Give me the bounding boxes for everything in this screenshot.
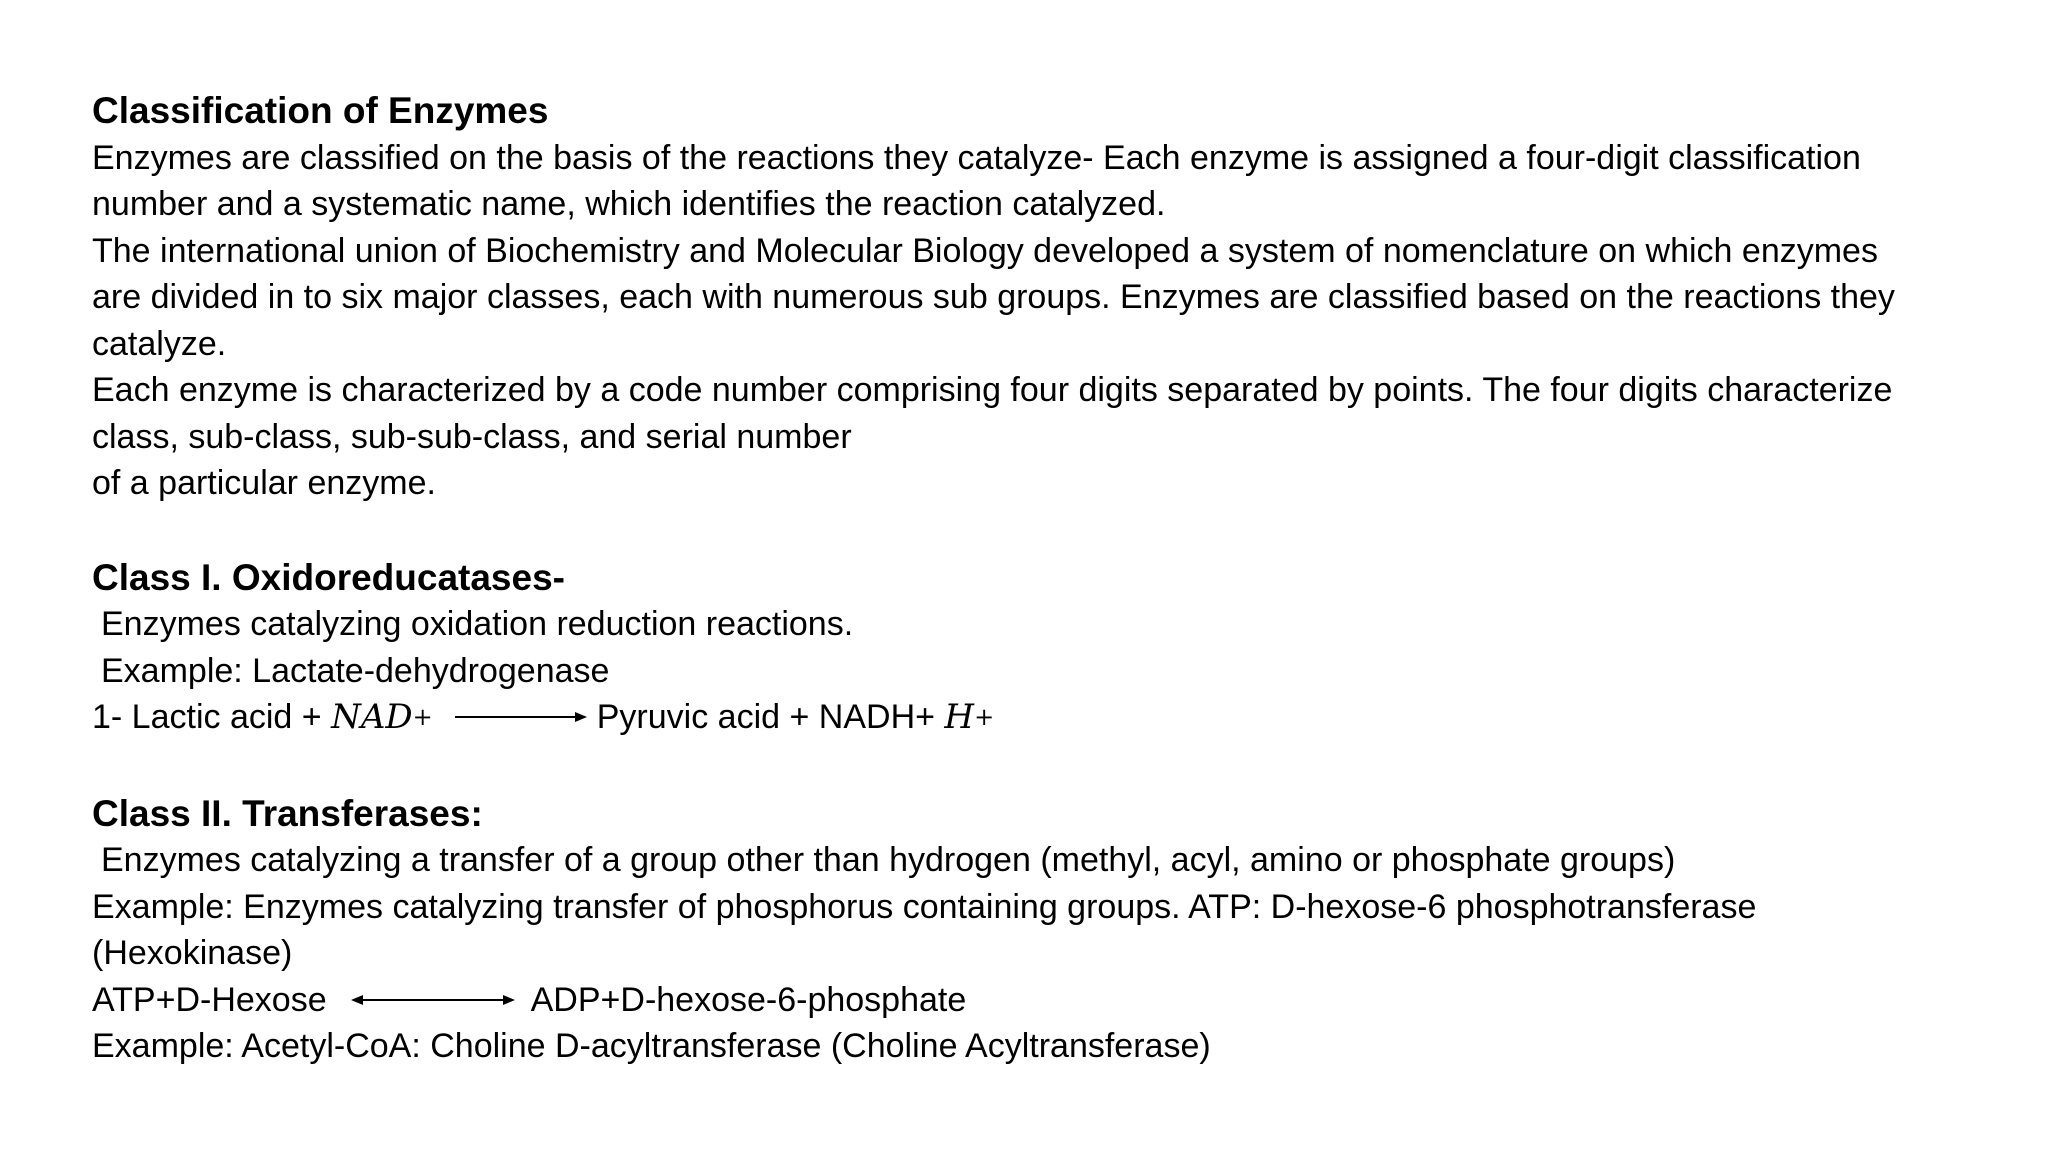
reaction-right-text: Pyruvic acid + NADH+ <box>596 698 945 736</box>
reaction-left: ATP+D-Hexose <box>92 980 327 1019</box>
slide <box>92 88 1992 1070</box>
intro-text: number and a systematic name, which identifies the reaction catalyzed. <box>92 185 1166 223</box>
class2-example-2: Example: Acetyl-CoA: Choline D-acyltransferase (Choline Acyltransferase) <box>92 1027 1211 1065</box>
class2-heading: Class II. Transferases: <box>92 792 483 834</box>
reaction-right: ADP+D-hexose-6-phosphate <box>530 980 967 1019</box>
class1-reaction: 1- Lactic acid + NAD + Pyruvic acid + NADH+ H + <box>92 694 1992 741</box>
double-arrow-icon <box>351 993 515 1007</box>
page-title: Classification of Enzymes <box>92 90 549 131</box>
intro-text: are divided in to six major classes, each with numerous sub groups. Enzymes are classified based on the reactions they <box>92 278 1895 316</box>
reaction-left-text: 1- Lactic acid + <box>92 698 332 736</box>
class1-example: Example: Lactate-dehydrogenase <box>101 651 610 690</box>
intro-text: catalyze. <box>92 324 227 363</box>
reaction-left-math: NAD <box>331 697 413 737</box>
class2-example: Example: Enzymes catalyzing transfer of phosphorus containing groups. ATP: D-hexose-6 phosphotransferase <box>92 887 1757 926</box>
intro-text: Each enzyme is characterized by a code number comprising four digits separated by points. The four digits characterize <box>92 371 1893 409</box>
class2-reaction <box>92 977 1992 1024</box>
reaction-right-math: H <box>944 697 975 737</box>
class1-description: Enzymes catalyzing oxidation reduction reactions. <box>101 605 854 643</box>
right-arrow-icon <box>455 710 587 724</box>
class1-heading: Class I. Oxidoreducatases- <box>92 556 565 598</box>
intro-text: class, sub-class, sub-sub-class, and serial number <box>92 417 852 456</box>
class2-description: Enzymes catalyzing a transfer of a group other than hydrogen (methyl, acyl, amino or phosphate groups) <box>101 841 1676 879</box>
intro-text: The international union of Biochemistry and Molecular Biology developed a system of nomenclature on which enzymes <box>92 231 1878 270</box>
intro-text: Enzymes are classified on the basis of the reactions they catalyze- Each enzyme is assigned a four-digit classification <box>92 138 1861 177</box>
intro-text: of a particular enzyme. <box>92 464 436 502</box>
class2-example: (Hexokinase) <box>92 934 293 972</box>
